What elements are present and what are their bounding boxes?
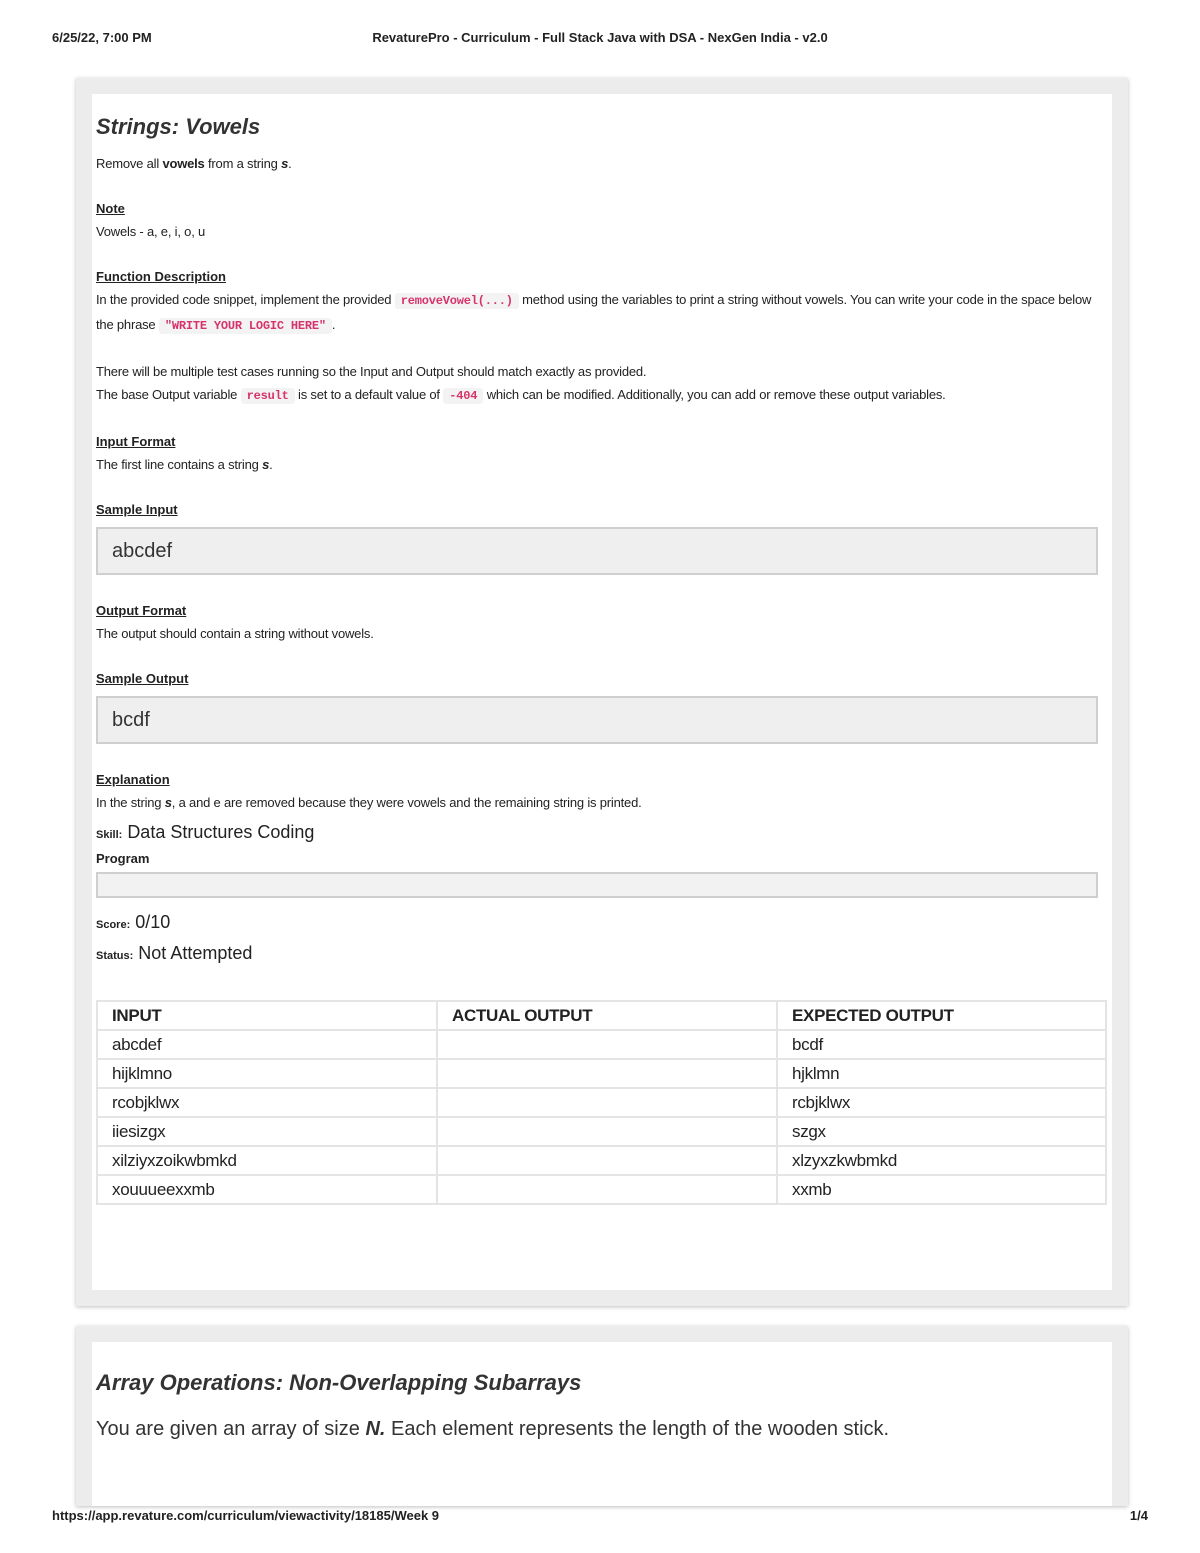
- skill-value: Data Structures Coding: [127, 822, 315, 842]
- base-text: is set to a default value of: [294, 387, 444, 402]
- result-variable-code: result: [241, 388, 295, 404]
- cell-actual-output: [437, 1146, 777, 1175]
- function-description-text: [96, 288, 1108, 338]
- cell-expected-output: hjklmn: [777, 1059, 1106, 1088]
- table-row: [97, 1117, 1106, 1146]
- score-value: 0/10: [135, 912, 171, 932]
- print-page-title: RevaturePro - Curriculum - Full Stack Java with DSA - NexGen India - v2.0: [372, 30, 828, 45]
- test-case-table: [96, 1000, 1107, 1205]
- note-heading: Note: [96, 201, 125, 216]
- intro-variable: s: [281, 156, 289, 171]
- table-row: [97, 1059, 1106, 1088]
- input-format-heading: Input Format: [96, 434, 176, 449]
- score-label: Score:: [96, 919, 131, 931]
- print-url: https://app.revature.com/curriculum/viewactivity/18185/Week 9: [52, 1508, 440, 1523]
- intro-text: Each element represents the length of the wooden stick.: [385, 1418, 890, 1440]
- cell-expected-output: xlzyxzkwbmkd: [777, 1146, 1106, 1175]
- status-line: [96, 939, 1108, 970]
- problem-card-strings-vowels: [76, 78, 1128, 1306]
- problem-title: Strings: Vowels: [96, 114, 261, 139]
- base-text: The base Output variable: [96, 387, 241, 402]
- explanation-text: [96, 791, 1108, 814]
- output-format-heading: Output Format: [96, 603, 187, 618]
- problem-card-non-overlapping-subarrays: [76, 1326, 1128, 1506]
- explanation-heading: Explanation: [96, 772, 170, 787]
- intro-text: .: [288, 156, 292, 171]
- problem-intro: [96, 152, 1108, 175]
- cell-actual-output: [437, 1117, 777, 1146]
- sample-input-heading: Sample Input: [96, 502, 178, 517]
- intro-text: Remove all: [96, 156, 163, 171]
- status-value: Not Attempted: [138, 943, 253, 963]
- function-text: In the provided code snippet, implement the provided: [96, 292, 395, 307]
- sample-output-box: bcdf: [96, 696, 1098, 744]
- cell-expected-output: xxmb: [777, 1175, 1106, 1204]
- logic-phrase-code: "WRITE YOUR LOGIC HERE": [159, 318, 332, 334]
- print-footer: [52, 1508, 1148, 1528]
- print-date: 6/25/22, 7:00 PM: [52, 30, 152, 45]
- program-label: Program: [96, 851, 150, 866]
- program-progress-bar: [96, 872, 1098, 898]
- table-header-row: [97, 1001, 1106, 1030]
- score-line: [96, 908, 1108, 939]
- default-value-code: -404: [443, 388, 483, 404]
- table-row: [97, 1030, 1106, 1059]
- cell-actual-output: [437, 1030, 777, 1059]
- status-label: Status:: [96, 950, 134, 962]
- note-text: Vowels - a, e, i, o, u: [96, 224, 206, 239]
- print-page-number: 1/4: [1129, 1508, 1148, 1523]
- cell-actual-output: [437, 1175, 777, 1204]
- input-text: The first line contains a string: [96, 457, 263, 472]
- skill-label: Skill:: [96, 829, 123, 841]
- cell-expected-output: bcdf: [777, 1030, 1106, 1059]
- explanation-part: In the string: [96, 795, 165, 810]
- cell-actual-output: [437, 1088, 777, 1117]
- table-row: [97, 1088, 1106, 1117]
- input-variable: s: [262, 457, 270, 472]
- cell-input: hijklmno: [97, 1059, 437, 1088]
- cell-input: rcobjklwx: [97, 1088, 437, 1117]
- cell-input: xilziyxzoikwbmkd: [97, 1146, 437, 1175]
- multiple-test-cases-text: There will be multiple test cases running so the Input and Output should match exactly as provided.: [96, 364, 647, 379]
- skill-line: [96, 820, 1108, 847]
- input-text: .: [269, 457, 273, 472]
- cell-actual-output: [437, 1059, 777, 1088]
- output-format-text: The output should contain a string without vowels.: [96, 626, 374, 641]
- input-format-text: [96, 453, 1108, 476]
- explanation-variable: s: [164, 795, 172, 810]
- intro-text: from a string: [204, 156, 282, 171]
- base-text: which can be modified. Additionally, you can add or remove these output variables.: [483, 387, 946, 402]
- function-text: .: [331, 317, 336, 332]
- problem-card-body: [92, 1342, 1112, 1506]
- intro-variable: N.: [365, 1418, 386, 1440]
- base-output-text: [96, 383, 1108, 408]
- sample-input-box: abcdef: [96, 527, 1098, 575]
- cell-input: abcdef: [97, 1030, 437, 1059]
- problem-intro: [96, 1414, 1108, 1444]
- cell-input: iiesizgx: [97, 1117, 437, 1146]
- function-description-heading: Function Description: [96, 269, 226, 284]
- sample-output-heading: Sample Output: [96, 671, 189, 686]
- cell-expected-output: rcbjklwx: [777, 1088, 1106, 1117]
- intro-bold: vowels: [162, 156, 205, 171]
- column-header-input: INPUT: [97, 1001, 437, 1030]
- cell-expected-output: szgx: [777, 1117, 1106, 1146]
- column-header-actual-output: ACTUAL OUTPUT: [437, 1001, 777, 1030]
- method-name-code: removeVowel(...): [395, 293, 519, 309]
- print-header: [52, 30, 1148, 50]
- explanation-part: , a and e are removed because they were vowels and the remaining string is printed.: [171, 795, 642, 810]
- intro-text: You are given an array of size: [96, 1418, 366, 1440]
- table-row: [97, 1146, 1106, 1175]
- table-row: [97, 1175, 1106, 1204]
- problem-card-body: [92, 94, 1112, 1290]
- cell-input: xouuueexxmb: [97, 1175, 437, 1204]
- column-header-expected-output: EXPECTED OUTPUT: [777, 1001, 1106, 1030]
- problem-title: Array Operations: Non-Overlapping Subarrays: [96, 1370, 582, 1395]
- function-text: method using the variables to print a string without vowels. You can write your code in the space below the phrase: [96, 292, 1092, 332]
